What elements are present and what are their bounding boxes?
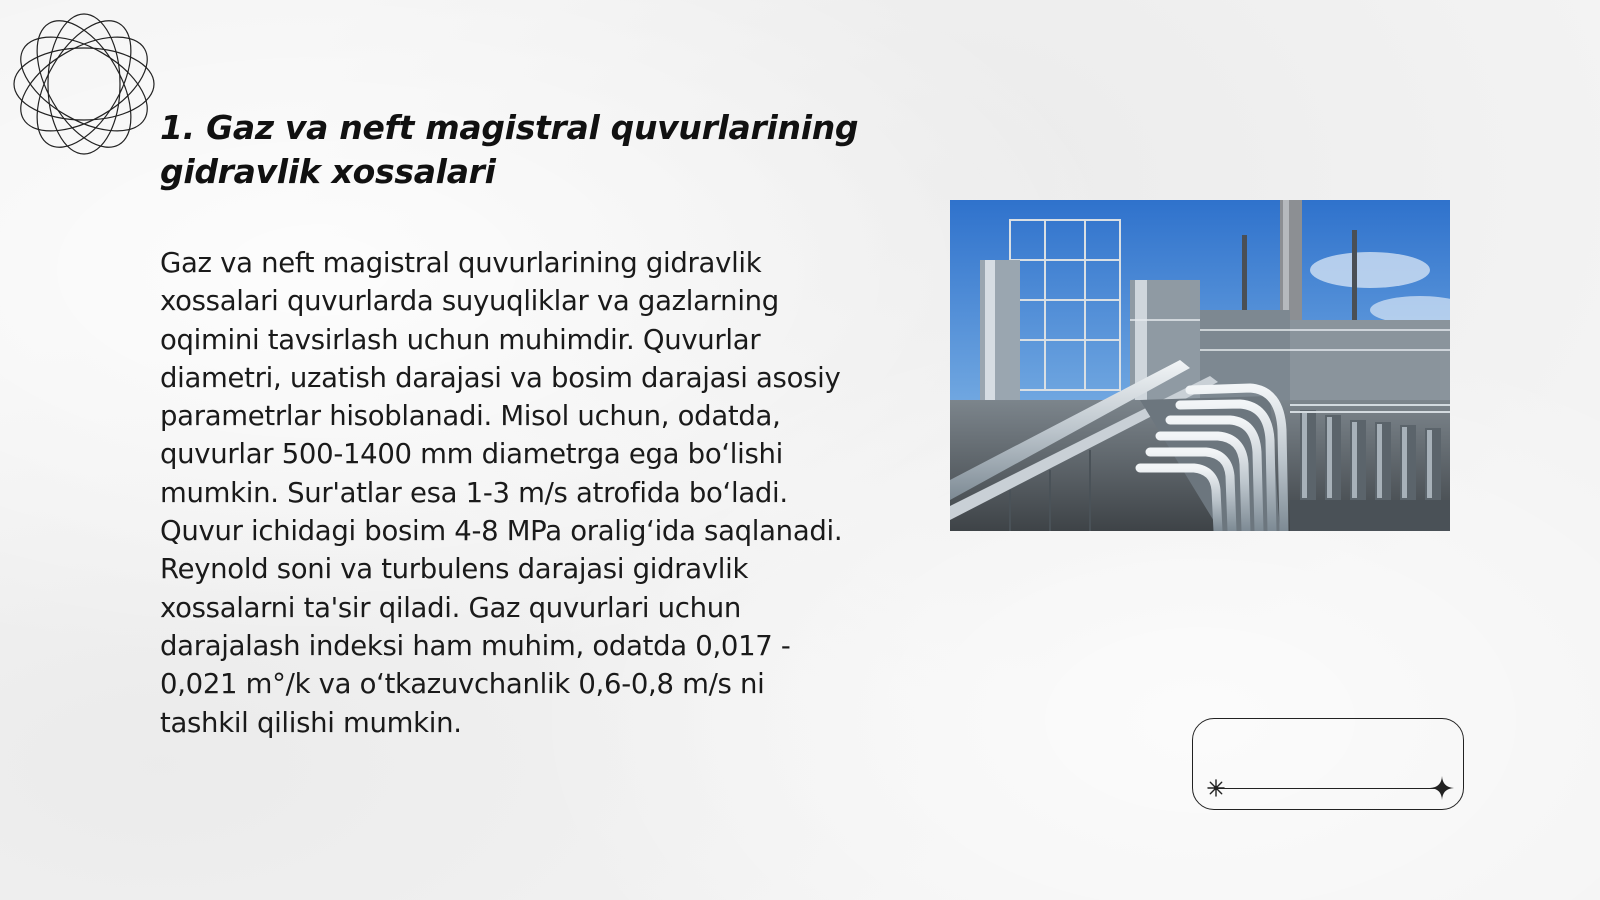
decorative-frame bbox=[1192, 718, 1464, 810]
decorative-divider bbox=[1216, 788, 1442, 789]
slide-body-text: Gaz va neft magistral quvurlarining gidravlik xossalari quvurlarda suyuqliklar va gazlarning oqimini tavsirlash uchun muhimdir. Quvurlar diametri, uzatish darajasi va bosim darajasi asosiy parametrlar hisoblanadi. Misol uchun, odatda, quvurlar 500-1400 mm diametrga ega bo‘lishi mumkin. Sur'atlar esa 1-3 m/s atrofida bo‘ladi. Quvur ichidagi bosim 4-8 MPa oralig‘ida saqlanadi. Reynold soni va turbulens darajasi gidravlik xossalarni ta'sir qiladi. Gaz quvurlari uchun darajalash indeksi ham muhim, odatda 0,017 - 0,021 m°/k va o‘tkazuvchanlik 0,6-0,8 m/s ni tashkil qilishi mumkin. bbox=[160, 247, 843, 739]
spirograph-ornament-icon bbox=[10, 10, 158, 158]
slide-title: 1. Gaz va neft magistral quvurlarining gidravlik xossalari bbox=[160, 108, 859, 191]
refinery-photo bbox=[950, 200, 1450, 531]
sparkle-icon bbox=[1206, 778, 1226, 798]
star-cross-icon bbox=[1430, 776, 1454, 800]
